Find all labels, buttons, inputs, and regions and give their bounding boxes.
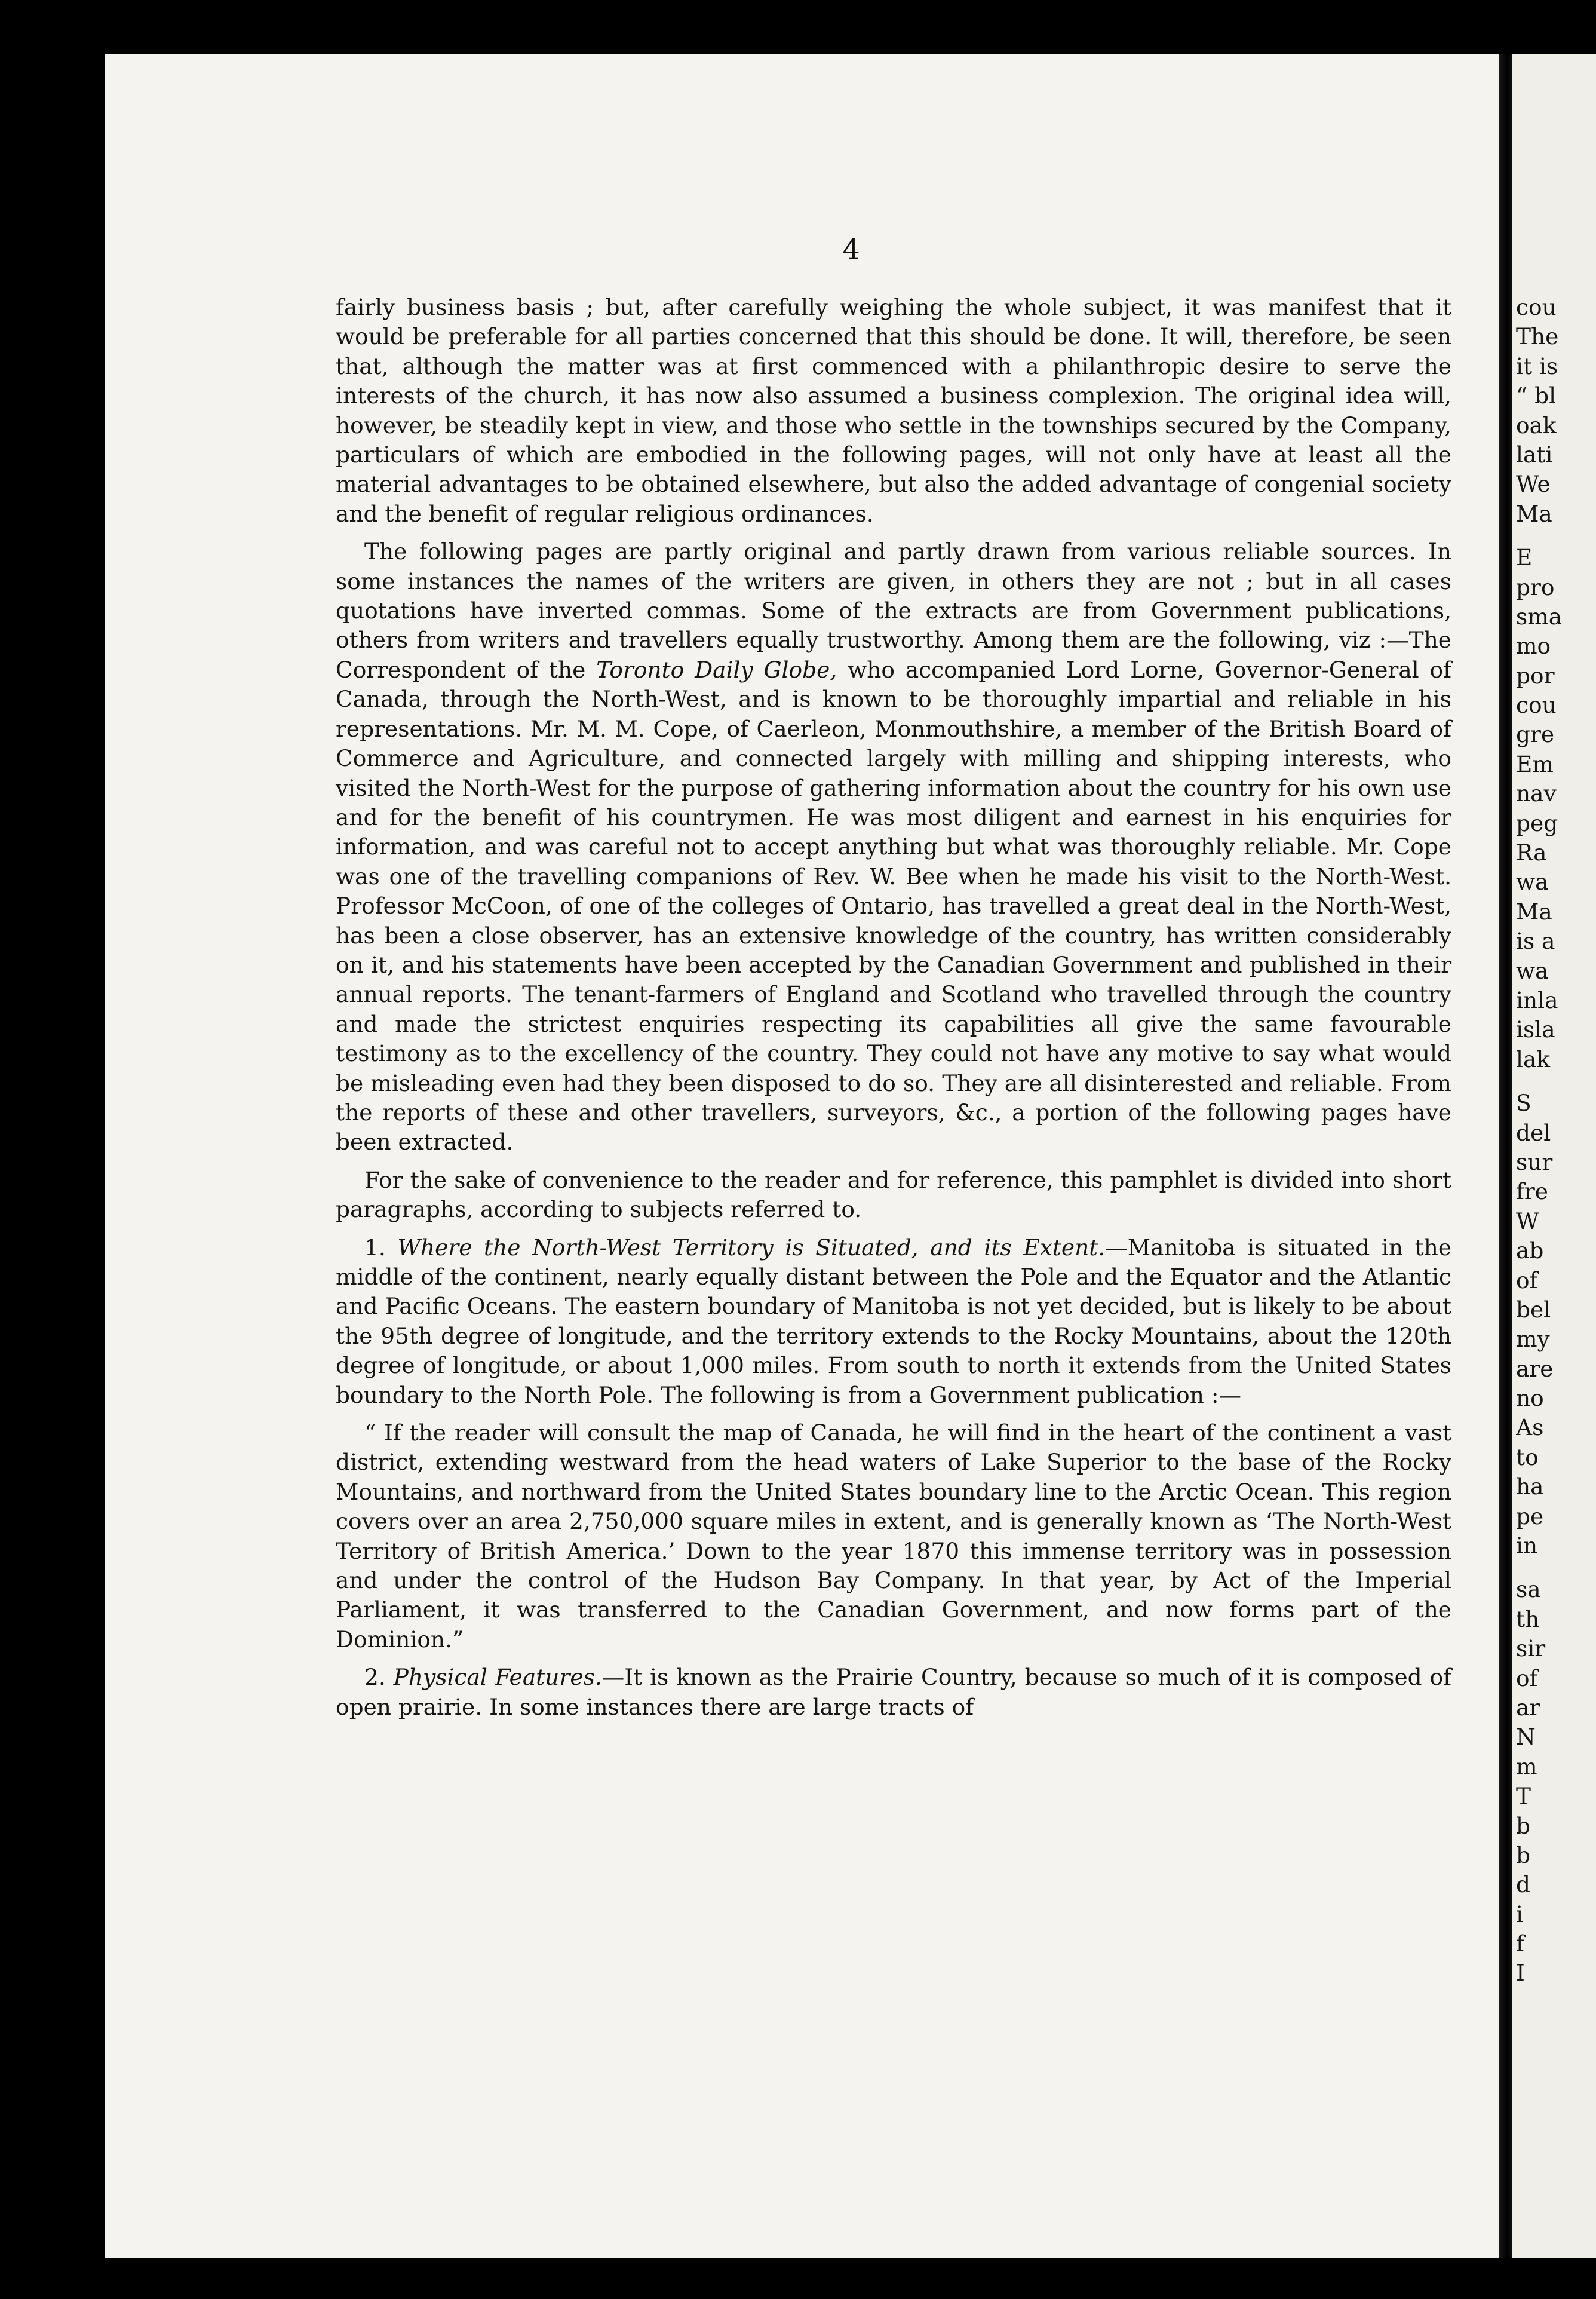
body-text <box>336 293 1451 1730</box>
next-page-fragment: pro <box>1516 574 1555 600</box>
next-page-fragment: Em <box>1516 750 1554 777</box>
paragraph-convenience: For the sake of convenience to the reader and for reference, this pamphlet is divided into short paragraphs, according to subjects referred to. <box>336 1166 1451 1223</box>
next-page-fragment: del <box>1516 1119 1551 1146</box>
paragraph-sources <box>336 537 1451 1157</box>
next-page-fragment <box>1516 1074 1596 1089</box>
section-2-text: —It is known as the Prairie Country, because so much of it is composed of open prairie. In some instances there are large tracts of <box>336 1664 1451 1720</box>
next-page-fragment: no <box>1516 1385 1544 1412</box>
section-1-text: —Manitoba is situated in the middle of the continent, nearly equally distant between the Pole and the Equator and the Atlantic and Pacific Oceans. The eastern boundary of Manitoba is not yet decided, but is likely to be about the 95th degree of longitude, and the territory extends to the Rocky Mountains, about the 120th degree of longitude, or about 1,000 miles. From south to north it extends from the United States boundary to the North Pole. The following is from a Government publication :— <box>336 1234 1452 1408</box>
next-page-fragment: cou <box>1516 294 1557 320</box>
next-page-fragment: The <box>1516 323 1559 350</box>
next-page-fragment: lati <box>1516 441 1553 468</box>
right-page-edge <box>1512 54 1596 2258</box>
next-page-fragment: We <box>1516 471 1551 498</box>
next-page-fragment: fre <box>1516 1178 1548 1205</box>
next-page-fragment: oak <box>1516 412 1557 439</box>
next-page-fragment: ha <box>1516 1473 1544 1500</box>
next-page-fragment: “ bl <box>1516 382 1557 409</box>
next-page-fragment <box>1516 1561 1596 1575</box>
next-page-fragment: peg <box>1516 810 1558 836</box>
page-gutter <box>1499 54 1512 2258</box>
next-page-fragment: in <box>1516 1532 1538 1559</box>
next-page-fragment: d <box>1516 1871 1531 1898</box>
sources-text-start: The following pages are partly original and partly drawn from various reliable sources. In some instances the names of the writers are given, in others they are not ; but in all cases quotations have inverted commas. Some of the extracts are from Government publications, others from writers and travellers equally trustworthy. Among them are the following, viz :—The Correspondent of the <box>336 538 1451 683</box>
next-page-fragment: isla <box>1516 1016 1555 1043</box>
next-page-fragment: mo <box>1516 633 1551 660</box>
next-page-fragment: are <box>1516 1355 1554 1382</box>
next-page-fragment: sir <box>1516 1635 1546 1662</box>
next-page-fragment: As <box>1516 1414 1544 1441</box>
next-page-fragment: it is <box>1516 352 1558 379</box>
next-page-fragment: por <box>1516 662 1555 689</box>
next-page-fragment: lak <box>1516 1046 1551 1072</box>
section-2-heading: Physical Features. <box>393 1664 602 1691</box>
next-page-fragment: b <box>1516 1841 1531 1868</box>
next-page-fragment: to <box>1516 1443 1539 1470</box>
next-page-fragment: th <box>1516 1605 1540 1632</box>
next-page-fragment: nav <box>1516 780 1557 807</box>
next-page-fragment: Ma <box>1516 898 1552 925</box>
next-page-fragment: i <box>1516 1900 1523 1927</box>
next-page-fragment: my <box>1516 1326 1550 1353</box>
next-page-fragment: E <box>1516 544 1533 571</box>
next-page-fragment: cou <box>1516 692 1557 719</box>
government-quote: “ If the reader will consult the map of Canada, he will find in the heart of the continent a vast district, extending westward from the head waters of Lake Superior to the base of the Rocky Mountains, and northward from the United States boundary line to the Arctic Ocean. This region covers over an area 2,750,000 square miles in extent, and is generally known as ‘The North-West Territory of British America.’ Down to the year 1870 this immense territory was in possession and under the control of the Hudson Bay Company. In that year, by Act of the Imperial Parliament, it was transferred to the Canadian Government, and now forms part of the Dominion.” <box>336 1420 1451 1653</box>
section-2-number: 2. <box>364 1664 386 1691</box>
next-page-fragment: bel <box>1516 1296 1551 1323</box>
next-page-fragment: sur <box>1516 1148 1553 1175</box>
section-1-number: 1. <box>364 1234 386 1261</box>
next-page-fragment: ar <box>1516 1694 1540 1721</box>
sources-text-end: who accompanied Lord Lorne, Governor-General of Canada, through the North-West, and is known to be thoroughly impartial and reliable in his representations. Mr. M. M. Cope, of Caerleon, Monmouthshire, a member of the British Board of Commerce and Agriculture, and connected largely with milling and shipping interests, who visited the North-West for the purpose of gathering information about the country for his own use and for the benefit of his countrymen. He was most diligent and earnest in his enquiries for information, and was careful not to accept anything but what was thoroughly reliable. Mr. Cope was one of the travelling companions of Rev. W. Bee when he made his visit to the North-West. Professor McCoon, of one of the colleges of Ontario, has travelled a great deal in the North-West, has been a close observer, has an extensive knowledge of the country, has written considerably on it, and his statements have been accepted by the Canadian Government and published in their annual reports. The tenant-farmers of England and Scotland who travelled through the country and made the strictest enquiries respecting its capabilities all give the same favourable testimony as to the excellency of the country. They could not have any motive to say what would be misleading even had they been disposed to do so. They are all disinterested and reliable. From the reports of these and other travellers, surveyors, &c., a portion of the following pages have been extracted. <box>336 656 1452 1155</box>
next-page-fragment: of <box>1516 1267 1538 1293</box>
next-page-fragment: Ra <box>1516 839 1547 866</box>
next-page-fragment: of <box>1516 1665 1538 1691</box>
next-page-fragment: inla <box>1516 986 1558 1013</box>
next-page-fragment: b <box>1516 1812 1531 1839</box>
next-page-fragment: wa <box>1516 869 1549 896</box>
next-page-fragment: Ma <box>1516 500 1552 527</box>
next-page-fragment: ab <box>1516 1237 1544 1264</box>
next-page-fragment: pe <box>1516 1503 1544 1529</box>
page-number: 4 <box>842 233 860 265</box>
next-page-fragment: W <box>1516 1207 1539 1234</box>
section-1-heading: Where the North-West Territory is Situated, and its Extent. <box>397 1234 1106 1261</box>
next-page-fragment: is a <box>1516 928 1555 955</box>
next-page-fragment: wa <box>1516 957 1549 984</box>
next-page-fragment <box>1516 529 1596 543</box>
next-page-fragment: T <box>1516 1783 1531 1810</box>
next-page-fragment: m <box>1516 1753 1537 1780</box>
next-page-fragment: S <box>1516 1090 1531 1117</box>
section-1 <box>336 1233 1451 1410</box>
next-page-fragment: sa <box>1516 1576 1541 1603</box>
next-page-fragments <box>1516 293 1596 1988</box>
next-page-fragment: N <box>1516 1724 1536 1751</box>
next-page-fragment: gre <box>1516 721 1555 748</box>
section-2 <box>336 1663 1451 1722</box>
next-page-fragment: f <box>1516 1930 1524 1957</box>
publication-name: Toronto Daily Globe, <box>596 656 837 683</box>
next-page-fragment: I <box>1516 1960 1525 1987</box>
paragraph-intro: fairly business basis ; but, after carefully weighing the whole subject, it was manifest that it would be preferable for all parties concerned that this should be done. It will, therefore, be seen that, although the matter was at first commenced with a philanthropic desire to serve the interests of the church, it has now also assumed a business complexion. The original idea will, however, be steadily kept in view, and those who settle in the townships secured by the Company, particulars of which are embodied in the following pages, will not only have at least all the material advantages to be obtained elsewhere, but also the added advantage of congenial society and the benefit of regular religious ordinances. <box>336 294 1451 527</box>
next-page-fragment: sma <box>1516 603 1563 630</box>
